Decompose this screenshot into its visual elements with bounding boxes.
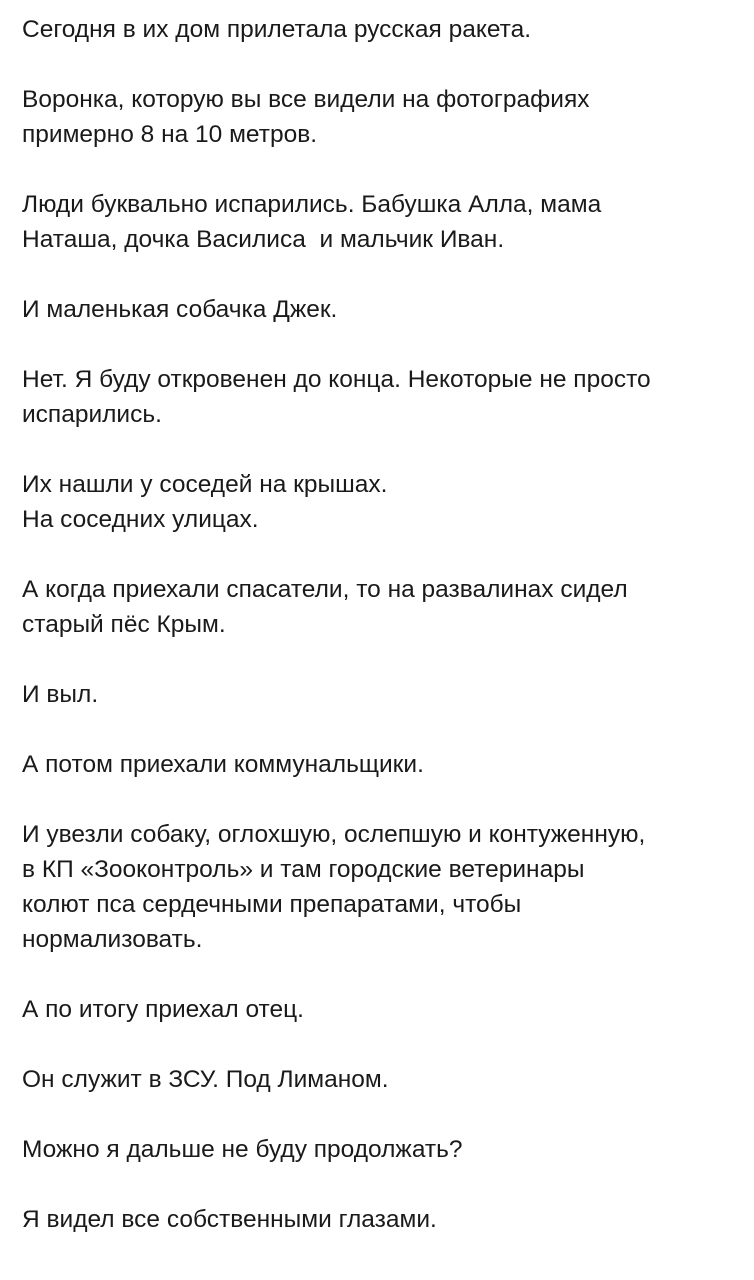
text-line: нормализовать. [22, 926, 203, 953]
paragraph-10 [22, 817, 734, 957]
paragraph-9 [22, 747, 734, 782]
paragraph-6 [22, 467, 734, 537]
paragraph-14 [22, 1202, 734, 1237]
text-line: А потом приехали коммунальщики. [22, 751, 424, 778]
text-line: А когда приехали спасатели, то на развалинах сидел [22, 576, 628, 603]
text-line: А по итогу приехал отец. [22, 996, 304, 1023]
text-line: И маленькая собачка Джек. [22, 296, 338, 323]
text-line: Он служит в ЗСУ. Под Лиманом. [22, 1066, 389, 1093]
text-line: Воронка, которую вы все видели на фотографиях [22, 86, 590, 113]
text-line: колют пса сердечными препаратами, чтобы [22, 891, 522, 918]
text-line: Их нашли у соседей на крышах. [22, 471, 388, 498]
text-line: Сегодня в их дом прилетала русская ракета. [22, 16, 532, 43]
paragraph-1 [22, 12, 734, 47]
text-line: в КП «Зооконтроль» и там городские ветеринары [22, 856, 585, 883]
paragraph-11 [22, 992, 734, 1027]
text-line: примерно 8 на 10 метров. [22, 121, 318, 148]
text-line: На соседних улицах. [22, 506, 259, 533]
text-line: И увезли собаку, оглохшую, ослепшую и контуженную, [22, 821, 646, 848]
text-line: Можно я дальше не буду продолжать? [22, 1136, 463, 1163]
paragraph-4 [22, 292, 734, 327]
text-line: старый пёс Крым. [22, 611, 226, 638]
text-line: Наташа, дочка Василиса и мальчик Иван. [22, 226, 505, 253]
paragraph-3 [22, 187, 734, 257]
paragraph-5 [22, 362, 734, 432]
paragraph-7 [22, 572, 734, 642]
paragraph-13 [22, 1132, 734, 1167]
text-line: И выл. [22, 681, 99, 708]
text-line: Нет. Я буду откровенен до конца. Некоторые не просто [22, 366, 651, 393]
text-line: Я видел все собственными глазами. [22, 1206, 437, 1233]
paragraph-12 [22, 1062, 734, 1097]
paragraph-8 [22, 677, 734, 712]
paragraph-2 [22, 82, 734, 152]
text-line: испарились. [22, 401, 162, 428]
post-text [22, 12, 734, 1237]
text-line: Люди буквально испарились. Бабушка Алла, мама [22, 191, 602, 218]
